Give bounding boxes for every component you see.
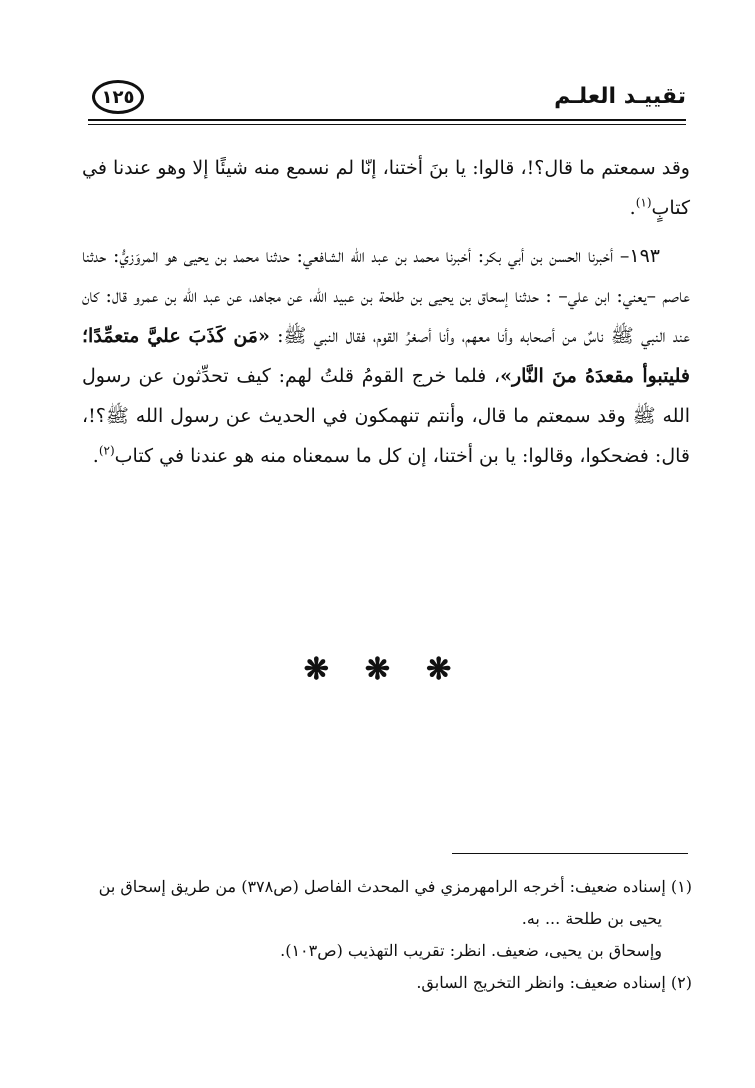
star-ornament-icon: ❋ [426, 652, 452, 687]
paragraph-continuation [82, 148, 690, 228]
paragraph-text: وقد سمعتم ما قال؟!، قالوا: يا بنَ أختنا، إنّا لم نسمع منه شيئًا إلا وهو عندنا في كتابٍ [82, 157, 690, 219]
narration-text: ، فلما خرج القومُ قلتُ لهم: كيف تحدِّثون عن رسول الله ﷺ وقد سمعتم ما قال، وأنتم تنهمكون في الحديث عن رسول الله ﷺ؟!، قال: فضحكوا، وقالوا: يا بن أختنا، إن كل ما سمعناه منه هو عندنا في كتاب [82, 365, 690, 467]
main-text [82, 148, 690, 476]
footnote-1: (١) إسناده ضعيف: أخرجه الرامهرمزي في المحدث الفاصل (ص٣٧٨) من طريق إسحاق بن [98, 877, 692, 896]
footnote-rule [452, 853, 688, 854]
page-number: ١٢٥ [92, 80, 144, 114]
paragraph-end: . [92, 445, 99, 467]
footnote-1-continuation: يحيى بن طلحة ... به. [521, 909, 662, 928]
footnote-ref-2[interactable]: (٢) [98, 443, 115, 458]
isnad-text: ١٩٣– أخبرنا الحسن بن أبي بكر: أخبرنا محمد بن عبد الله الشافعي: حدثنا محمد بن يحيى هو المروَزيُّ: حدثنا عاصم –يعني: ابن علي– : حدثنا إسحاق بن يحيى بن طلحة بن عبيد الله، عن مجاهد، عن عبد الله بن عمرو قال: كان عند النبي ﷺ ناسٌ من أصحابه وأنا معهم، وأنا أصغرُ القوم، فقال النبي ﷺ: [82, 245, 690, 347]
star-ornament-icon: ❋ [303, 652, 329, 687]
hadith-quote: «مَن كَذَبَ عليَّ متعمِّدًا؛ فليتبوأ مقعدَهُ منَ النَّار» [82, 325, 690, 387]
star-ornament-icon: ❋ [364, 652, 391, 687]
footnote-ref-1[interactable]: (١) [635, 195, 652, 210]
header-rule [88, 119, 686, 125]
paragraph-end: . [629, 197, 636, 219]
footnote-1-note: وإسحاق بن يحيى، ضعيف. انظر: تقريب التهذيب (ص١٠٣). [280, 941, 662, 960]
section-separator [0, 652, 755, 692]
paragraph-hadith-193 [82, 236, 690, 476]
footnote-2: (٢) إسناده ضعيف: وانظر التخريج السابق. [416, 973, 692, 992]
footnotes [88, 874, 692, 1002]
page-header [88, 80, 686, 120]
running-title: تقييـد العلـم [554, 84, 686, 109]
